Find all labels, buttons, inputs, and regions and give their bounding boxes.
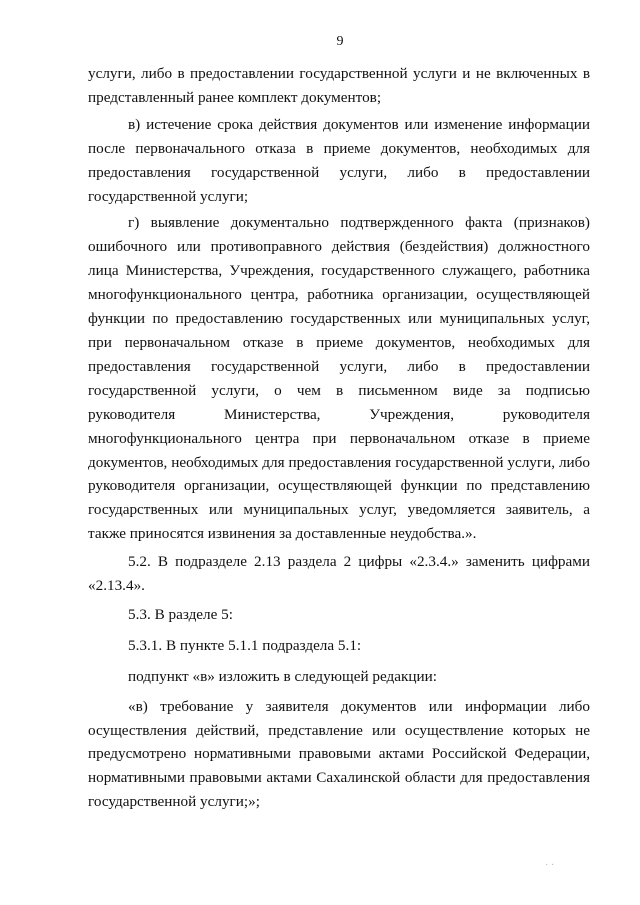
paragraph-item-g: г) выявление документально подтвержденного факта (признаков) ошибочного или противоправного действия (бездействия) должностного лица Министерства, Учреждения, государственного служащего, работника многофункционального центра, работника организации, осуществляющей функции по предоставлению государственных или муниципальных услуг, при первоначальном отказе в приеме документов, необходимых для предоставления государственной услуги, либо в предоставлении государственной услуги, о чем в письменном виде за подписью руководителя Министерства, Учреждения, руководителя многофункционального центра при первоначальном отказе в приеме документов, необходимых для предоставления государственной услуги, либо руководителя организации, осуществляющей функции по представлению государственных или муниципальных услуг, уведомляется заявитель, а также приносятся извинения за доставленные неудобства.». [88,214,590,543]
document-body [88,62,590,814]
paragraph-subitem-v-text: «в) требование у заявителя документов или информации либо осуществления действий, представление или осуществление которых не предусмотрено нормативными правовыми актами Российской Федерации, нормативными правовыми актами Сахалинской области для предоставления государственной услуги;»; [88,697,590,811]
paragraph-5-2: 5.2. В подразделе 2.13 раздела 2 цифры «2.3.4.» заменить цифрами «2.13.4». [88,553,590,595]
paragraph-item-v: в) истечение срока действия документов или изменение информации после первоначального отказа в приеме документов, необходимых для предоставления государственной услуги, либо в предоставлении государственной услуги; [88,115,590,205]
paragraph-continuation: услуги, либо в предоставлении государственной услуги и не включенных в представленный ранее комплект документов; [88,65,590,106]
paragraph-5-3-1: 5.3.1. В пункте 5.1.1 подраздела 5.1: [128,636,362,654]
paragraph-subitem-v-intro: подпункт «в» изложить в следующей редакции: [128,667,437,685]
scan-artifact: · · [545,860,555,871]
paragraph-5-3: 5.3. В разделе 5: [128,605,233,623]
page-number: 9 [336,34,344,49]
